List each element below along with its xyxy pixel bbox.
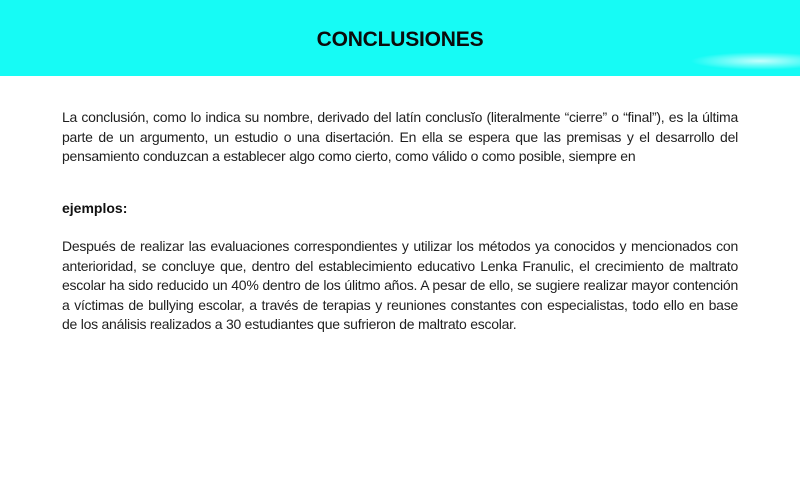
examples-heading: ejemplos: <box>62 200 128 216</box>
header-band <box>0 0 800 76</box>
example-paragraph: Después de realizar las evaluaciones correspondientes y utilizar los métodos ya conocidos y mencionados con anterioridad, se concluye que, dentro del establecimiento educativo Lenka Franulic, el crecimiento de maltrato escolar ha sido reducido un 40% dentro de los úlitmo años. A pesar de ello, se sugiere realizar mayor contención a víctimas de bullying escolar, a través de terapias y reuniones constantes con especialistas, todo ello en base de los análisis realizados a 30 estudiantes que sufrieron de maltrato escolar. <box>62 238 738 332</box>
page-title: CONCLUSIONES <box>316 28 484 51</box>
intro-paragraph: La conclusión, como lo indica su nombre, derivado del latín conclusĭo (literalmente “cierre” o “final”), es la última parte de un argumento, un estudio o una disertación. En ella se espera que las premisas y el desarrollo del pensamiento conduzcan a establecer algo como cierto, como válido o como posible, siempre en <box>62 109 738 164</box>
header-glow-decoration <box>690 52 800 70</box>
